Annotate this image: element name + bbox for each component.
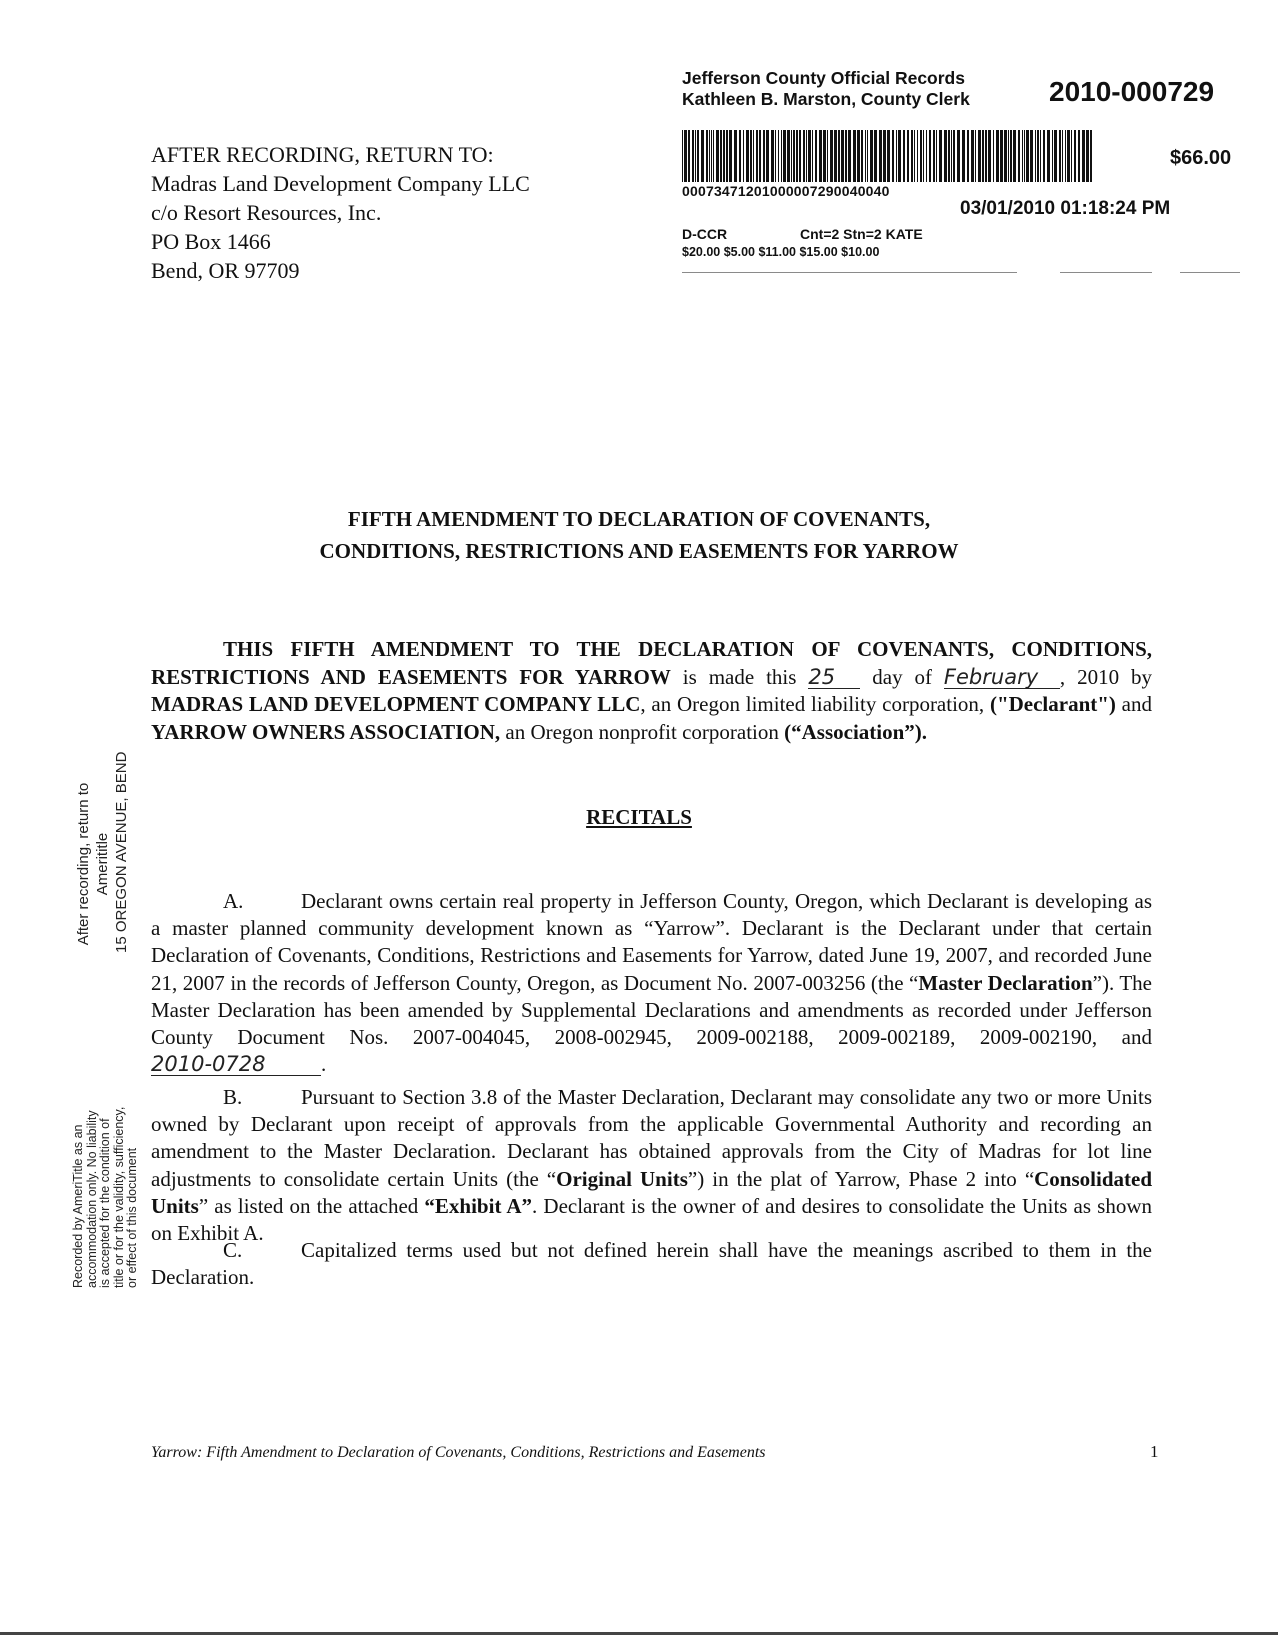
- recital-letter: B.: [223, 1085, 243, 1109]
- barcode-bar: [746, 130, 749, 182]
- barcode-bar: [898, 130, 901, 182]
- barcode-bar: [841, 130, 844, 182]
- barcode-bar: [923, 130, 924, 182]
- barcode-bar: [926, 130, 927, 182]
- barcode-bar: [819, 130, 822, 182]
- recital-letter: C.: [223, 1238, 243, 1262]
- intro-text: day of: [860, 664, 944, 689]
- barcode-bar: [720, 130, 722, 182]
- document-title-line: FIFTH AMENDMENT TO DECLARATION OF COVENANTS,: [347, 507, 931, 531]
- barcode-bar: [1022, 130, 1023, 182]
- barcode-bar: [993, 130, 994, 182]
- barcode-bar: [734, 130, 737, 182]
- barcode-bar: [803, 130, 805, 182]
- barcode-bar: [857, 130, 860, 182]
- recording-office-name: Jefferson County Official Records: [682, 68, 965, 88]
- barcode-bar: [1040, 130, 1041, 182]
- barcode-bar: [845, 130, 847, 182]
- barcode-bar: [907, 130, 909, 182]
- recital-c: [151, 1237, 1152, 1291]
- intro-text: is made this: [670, 664, 809, 689]
- barcode-bar: [1035, 130, 1036, 182]
- barcode-bar: [982, 130, 984, 182]
- barcode-bar: [1090, 130, 1092, 182]
- barcode-bar: [1054, 130, 1057, 182]
- stamp-divider: [1180, 272, 1240, 273]
- barcode-bar: [1013, 130, 1016, 182]
- barcode-bar: [1026, 130, 1029, 182]
- barcode-bar: [1008, 130, 1009, 182]
- barcode-bar: [920, 130, 922, 182]
- barcode-bar: [1010, 130, 1012, 182]
- barcode-bar: [1086, 130, 1089, 182]
- side-stamp-line: title or for the validity, sufficiency,: [111, 1106, 126, 1288]
- barcode-bar: [763, 130, 765, 182]
- barcode-bar: [1062, 130, 1063, 182]
- barcode-bar: [939, 130, 942, 182]
- recital-bold-term: Consolidated Units: [151, 1166, 1152, 1218]
- barcode-bar: [957, 130, 960, 182]
- intro-text: , an Oregon limited liability corporation,: [640, 692, 990, 716]
- barcode-bar: [756, 130, 758, 182]
- recording-datetime: 03/01/2010 01:18:24 PM: [960, 198, 1171, 219]
- recording-code: D-CCR: [682, 226, 728, 242]
- recording-amounts: $20.00 $5.00 $11.00 $15.00 $10.00: [682, 245, 880, 259]
- barcode-bar: [778, 130, 779, 182]
- bottom-scan-edge: [0, 1632, 1278, 1635]
- handwritten-month: February: [944, 666, 1060, 689]
- barcode: [682, 130, 1094, 182]
- barcode-bar: [892, 130, 894, 182]
- intro-text: , 2010 by: [1059, 664, 1152, 689]
- recording-office: [682, 68, 970, 110]
- barcode-bar: [1030, 130, 1033, 182]
- barcode-bar: [799, 130, 801, 182]
- barcode-bar: [917, 130, 918, 182]
- recording-fee: $66.00: [1170, 147, 1232, 169]
- barcode-bar: [853, 130, 856, 182]
- association-label: (“Association”).: [784, 719, 928, 744]
- barcode-bar: [723, 130, 725, 182]
- barcode-bar: [775, 130, 776, 182]
- return-to-line: Madras Land Development Company LLC: [151, 171, 530, 196]
- barcode-bar: [978, 130, 981, 182]
- side-stamp-line: Amerititle: [94, 832, 111, 896]
- side-stamp-line: is accepted for the condition of: [98, 1118, 112, 1288]
- recital-text: Declarant owns certain real property in Jefferson County, Oregon, which Declarant is developing as a master planned community development known as “Yarrow”. Declarant is the Declarant under that certain Declaration of Covenants, Conditions, Restrictions and Easements for Yarrow, dated June 19, 2007, and recorded June 21, 2007 in the records of Jefferson County, Oregon, as Document No. 2007-003256 (the “: [151, 889, 1152, 995]
- barcode-bar: [688, 130, 690, 182]
- barcode-bar: [830, 130, 833, 182]
- barcode-bar: [709, 130, 710, 182]
- return-to-line: c/o Resort Resources, Inc.: [151, 200, 382, 225]
- barcode-bar: [806, 130, 807, 182]
- side-stamp-line: After recording, return to: [75, 782, 92, 946]
- barcode-bar: [713, 130, 714, 182]
- barcode-bar: [716, 130, 719, 182]
- return-to-heading: AFTER RECORDING, RETURN TO:: [151, 142, 494, 167]
- barcode-bar: [867, 130, 868, 182]
- barcode-bar: [1024, 130, 1025, 182]
- barcode-bar: [783, 130, 786, 182]
- barcode-bar: [988, 130, 991, 182]
- barcode-bar: [953, 130, 955, 182]
- handwritten-day: 25: [808, 666, 860, 689]
- barcode-bar: [911, 130, 913, 182]
- intro-text: and: [1115, 692, 1152, 716]
- barcode-bar: [1074, 130, 1076, 182]
- barcode-bar: [682, 130, 683, 182]
- barcode-bar: [827, 130, 828, 182]
- document-title-line: CONDITIONS, RESTRICTIONS AND EASEMENTS FOR YARROW: [319, 539, 959, 563]
- barcode-bar: [1000, 130, 1003, 182]
- return-to-block: [151, 140, 530, 285]
- barcode-bar: [701, 130, 704, 182]
- barcode-bar: [1071, 130, 1072, 182]
- barcode-bar: [848, 130, 851, 182]
- recital-text: ”) in the plat of Yarrow, Phase 2 into “: [687, 1166, 1035, 1191]
- barcode-bar: [985, 130, 987, 182]
- barcode-bar: [887, 130, 890, 182]
- recital-letter: A.: [223, 889, 244, 913]
- handwritten-document-number: 2010-0728: [151, 1053, 321, 1076]
- barcode-bar: [711, 130, 712, 182]
- recording-document-number: 2010-000729: [1049, 76, 1215, 107]
- barcode-bar: [967, 130, 969, 182]
- side-stamp-recorded: [72, 1107, 140, 1288]
- recording-clerk-name: Kathleen B. Marston, County Clerk: [682, 89, 970, 109]
- barcode-bar: [948, 130, 950, 182]
- barcode-bar: [787, 130, 790, 182]
- stamp-divider: [1060, 272, 1152, 273]
- barcode-bar: [944, 130, 947, 182]
- barcode-bar: [729, 130, 732, 182]
- barcode-bar: [766, 130, 769, 182]
- barcode-bar: [1078, 130, 1080, 182]
- page-number: 1: [1150, 1442, 1159, 1461]
- barcode-bar: [933, 130, 935, 182]
- barcode-bar: [759, 130, 761, 182]
- barcode-bar: [1052, 130, 1053, 182]
- barcode-bar: [781, 130, 782, 182]
- barcode-bar: [823, 130, 826, 182]
- barcode-bar: [903, 130, 905, 182]
- recital-bold-term: “Exhibit A”: [424, 1193, 533, 1218]
- barcode-bar: [883, 130, 886, 182]
- recording-count: Cnt=2 Stn=2 KATE: [800, 226, 923, 242]
- barcode-bar: [838, 130, 840, 182]
- recital-bold-term: Master Declaration: [918, 970, 1093, 995]
- intro-bold-lead: THIS FIFTH AMENDMENT TO THE DECLARATION OF COVENANTS, CONDITIONS, RESTRICTIONS AND EASEMENTS FOR YARROW: [151, 637, 1152, 689]
- barcode-bar: [743, 130, 744, 182]
- barcode-bar: [870, 130, 873, 182]
- barcode-bar: [971, 130, 974, 182]
- barcode-bar: [861, 130, 863, 182]
- barcode-bar: [812, 130, 813, 182]
- barcode-bar: [1018, 130, 1020, 182]
- recital-text: .: [321, 1052, 327, 1077]
- return-to-line: PO Box 1466: [151, 229, 271, 254]
- barcode-bar: [834, 130, 837, 182]
- barcode-bar: [815, 130, 817, 182]
- barcode-bar: [914, 130, 915, 182]
- side-stamp-line: 15 OREGON AVENUE, BEND: [113, 751, 130, 953]
- association-name: YARROW OWNERS ASSOCIATION,: [151, 719, 501, 744]
- barcode-bar: [936, 130, 937, 182]
- side-stamp-line: accommodation only. No liability: [84, 1110, 99, 1288]
- barcode-bar: [1043, 130, 1045, 182]
- barcode-bar: [874, 130, 877, 182]
- barcode-bar: [750, 130, 752, 182]
- barcode-bar: [962, 130, 965, 182]
- barcode-bar: [951, 130, 952, 182]
- barcode-bar: [771, 130, 774, 182]
- barcode-bar: [896, 130, 897, 182]
- barcode-bar: [695, 130, 696, 182]
- footer-text: Yarrow: Fifth Amendment to Declaration of Covenants, Conditions, Restrictions and Easements: [151, 1444, 766, 1461]
- declarant-name: MADRAS LAND DEVELOPMENT COMPANY LLC: [151, 692, 641, 716]
- recital-text: ” as listed on the attached: [198, 1193, 425, 1218]
- recital-a: [151, 888, 1152, 1078]
- declarant-label: ("Declarant"): [989, 692, 1116, 716]
- stamp-divider: [682, 272, 1017, 273]
- barcode-bar: [879, 130, 882, 182]
- barcode-bar: [796, 130, 798, 182]
- barcode-bar: [753, 130, 754, 182]
- barcode-bar: [726, 130, 728, 182]
- barcode-bar: [929, 130, 931, 182]
- intro-text: an Oregon nonprofit corporation: [500, 719, 785, 744]
- barcode-bar: [793, 130, 795, 182]
- intro-paragraph: [151, 636, 1152, 746]
- barcode-bar: [808, 130, 811, 182]
- side-stamp-line: Recorded by AmeriTitle as an: [71, 1124, 85, 1288]
- recital-bold-term: Original Units: [556, 1166, 688, 1191]
- barcode-bar: [697, 130, 699, 182]
- side-stamp-return: [74, 751, 131, 953]
- recital-text: Pursuant to Section 3.8 of the Master Declaration, Declarant may consolidate any two or more Units owned by Declarant upon receipt of approvals from the applicable Governmental Authority and recording an amendment to the Master Declaration. Declarant has obtained approvals from the City of Madras for lot line adjustments to consolidate certain Units (the “: [151, 1085, 1152, 1191]
- return-to-line: Bend, OR 97709: [151, 258, 300, 283]
- side-stamp-line: or effect of this document: [125, 1147, 139, 1288]
- barcode-bar: [684, 130, 687, 182]
- barcode-bar: [791, 130, 792, 182]
- recital-text: ”). The Master Declaration has been amended by Supplemental Declarations and amendments as recorded under Jefferson County Document Nos. 2007-004045, 2008-002945, 2009-002188, 2009-002189, 2009-002190, and: [151, 970, 1152, 1050]
- barcode-bar: [1067, 130, 1070, 182]
- barcode-number: 00073471201000007290040040: [682, 183, 890, 199]
- recital-text: Capitalized terms used but not defined herein shall have the meanings ascribed to them in the Declaration.: [151, 1238, 1152, 1290]
- document-title: [0, 503, 1278, 567]
- barcode-bar: [996, 130, 999, 182]
- recital-text: . Declarant is the owner of and desires to consolidate the Units as shown on Exhibit A.: [151, 1193, 1152, 1246]
- barcode-bar: [1059, 130, 1061, 182]
- barcode-bar: [706, 130, 708, 182]
- barcode-bar: [1065, 130, 1066, 182]
- barcode-bar: [692, 130, 694, 182]
- recital-b: [151, 1084, 1152, 1247]
- barcode-bar: [1047, 130, 1050, 182]
- barcode-bar: [1004, 130, 1007, 182]
- barcode-bar: [865, 130, 866, 182]
- recitals-heading: RECITALS: [586, 805, 692, 829]
- barcode-bar: [1037, 130, 1039, 182]
- barcode-bar: [739, 130, 741, 182]
- barcode-bar: [975, 130, 976, 182]
- barcode-bar: [1082, 130, 1085, 182]
